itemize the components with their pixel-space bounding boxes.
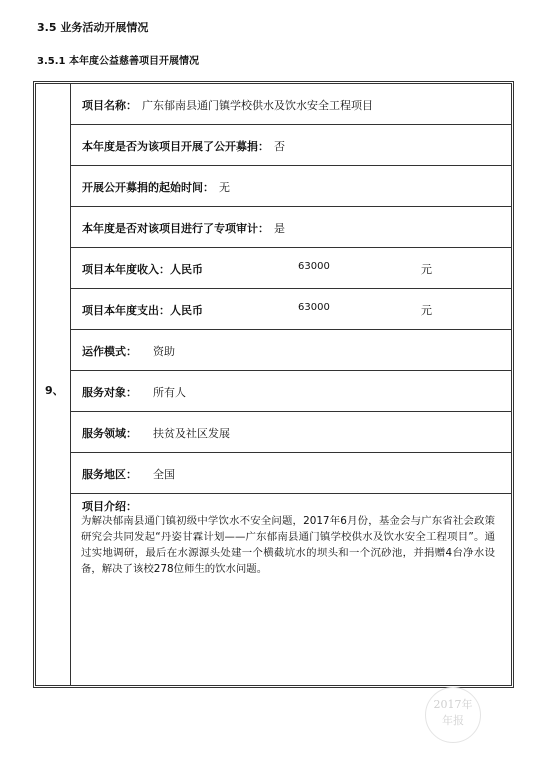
special-audit-value: 是: [274, 222, 285, 235]
service-target-value: 所有人: [153, 386, 186, 399]
project-intro-text: 为解决郁南县通门镇初级中学饮水不安全问题，2017年6月份，基金会与广东省社会政策研究会共同发起“丹姿甘霖计划——广东郁南县通门镇学校供水及饮水安全工程项目”。通过实地调研，最后在水源源头处建一个横截坑水的坝头和一个沉砂池，并捐赠4台净水设备，解决了该校278位师生的饮水问题。: [81, 515, 495, 575]
service-field-value: 扶贫及社区发展: [153, 427, 230, 440]
project-intro-label: 项目介绍：: [82, 500, 137, 513]
project-table: [33, 81, 514, 688]
project-name-label: 项目名称：: [82, 99, 137, 112]
item-number-cell: [36, 84, 71, 685]
watermark-year: 2017年: [433, 698, 473, 711]
fundraising-start-label: 开展公开募捐的起始时间：: [82, 181, 214, 194]
operation-mode-label: 运作模式：: [82, 345, 137, 358]
watermark-text: 年报: [442, 714, 464, 727]
expense-amount: 63000: [298, 302, 330, 313]
service-area-value: 全国: [153, 468, 175, 481]
subsection-title: 3.5.1 本年度公益慈善项目开展情况: [37, 56, 199, 67]
public-fundraising-label: 本年度是否为该项目开展了公开募捐：: [82, 140, 269, 153]
service-target-label: 服务对象：: [82, 386, 137, 399]
service-field-label: 服务领域：: [82, 427, 137, 440]
row-operation-mode: [71, 330, 511, 371]
expense-label: 项目本年度支出：人民币: [82, 304, 203, 317]
public-fundraising-value: 否: [274, 140, 285, 153]
row-service-target: [71, 371, 511, 412]
special-audit-label: 本年度是否对该项目进行了专项审计：: [82, 222, 269, 235]
row-service-field: [71, 412, 511, 453]
income-unit: 元: [421, 263, 432, 276]
row-project-name: [71, 84, 511, 125]
service-area-label: 服务地区：: [82, 468, 137, 481]
income-label: 项目本年度收入：人民币: [82, 263, 203, 276]
income-amount: 63000: [298, 261, 330, 272]
row-service-area: [71, 453, 511, 494]
item-number: 9、: [45, 384, 64, 397]
annual-report-watermark: [425, 687, 481, 743]
fundraising-start-value: 无: [219, 181, 230, 194]
row-special-audit: [71, 207, 511, 248]
project-intro: [71, 494, 511, 685]
row-fundraising-start: [71, 166, 511, 207]
operation-mode-value: 资助: [153, 345, 175, 358]
row-income: [71, 248, 511, 289]
project-name-value: 广东郁南县通门镇学校供水及饮水安全工程项目: [142, 99, 373, 112]
section-title: 3.5 业务活动开展情况: [37, 21, 149, 34]
row-expense: [71, 289, 511, 330]
expense-unit: 元: [421, 304, 432, 317]
project-details: [71, 84, 511, 685]
row-public-fundraising: [71, 125, 511, 166]
